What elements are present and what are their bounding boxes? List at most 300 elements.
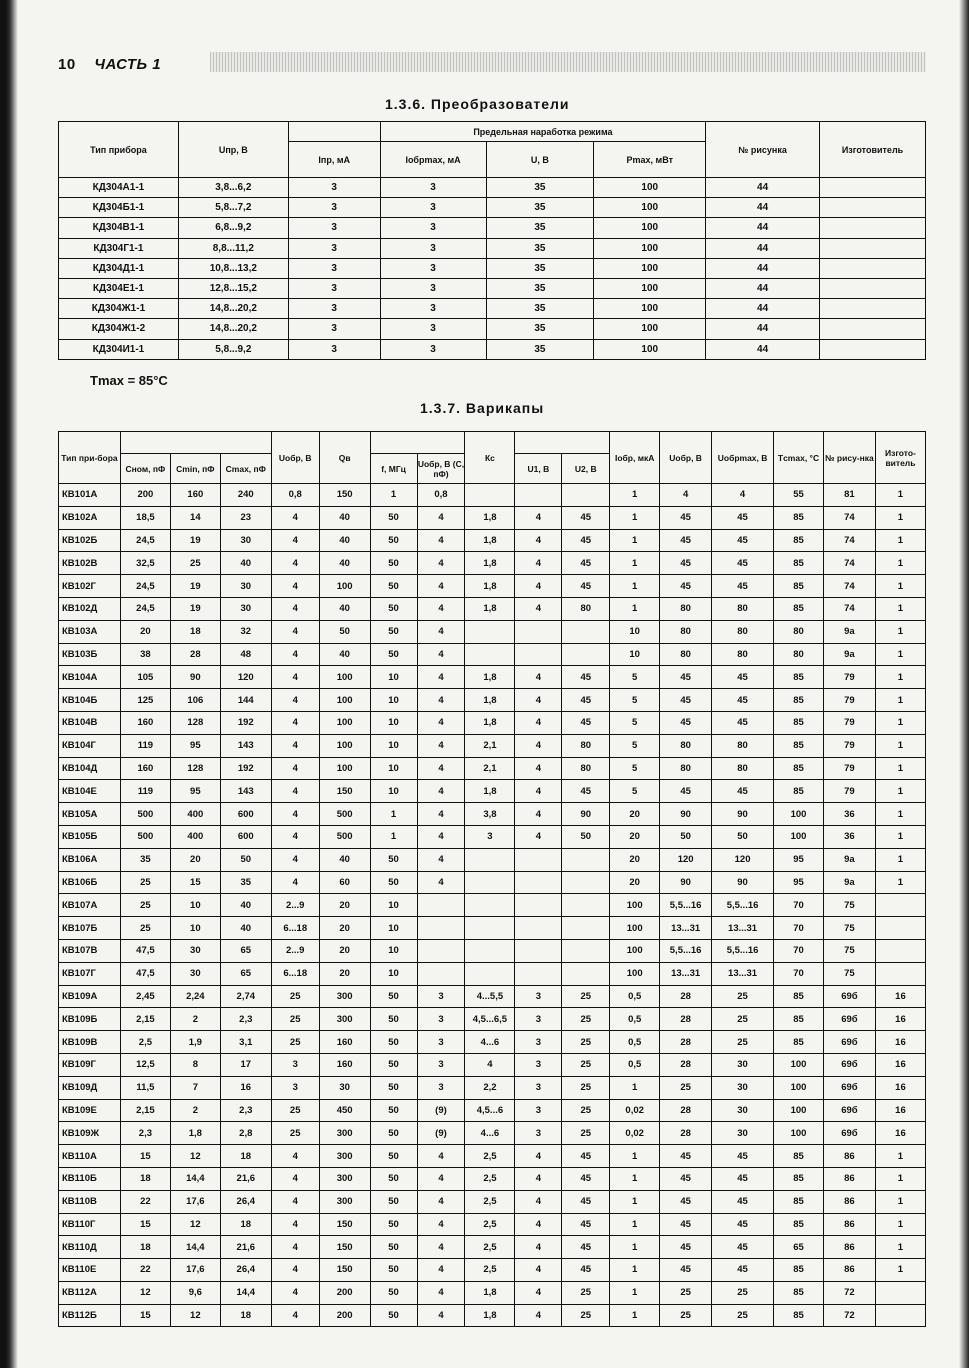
table-cell: 6...18 — [271, 962, 319, 985]
device-type-cell: КВ106Б — [59, 871, 121, 894]
table-cell: 15 — [120, 1304, 170, 1327]
table-cell: 100 — [774, 1099, 824, 1122]
section-title-converters: 1.3.6. Преобразователи — [385, 96, 570, 112]
table-cell: 45 — [712, 1259, 774, 1282]
table-cell: 45 — [562, 575, 610, 598]
table-cell: 75 — [823, 917, 875, 940]
table-cell: 150 — [319, 1213, 370, 1236]
table-cell: 1 — [875, 484, 925, 507]
table-cell: 10 — [370, 666, 417, 689]
device-type-cell: КД304И1-1 — [59, 339, 179, 359]
table-cell: 192 — [220, 757, 271, 780]
device-type-cell: КВ109Б — [59, 1008, 121, 1031]
table-cell: 85 — [774, 757, 824, 780]
table-cell: 30 — [319, 1076, 370, 1099]
table-cell: 70 — [774, 939, 824, 962]
table-cell: 4 — [417, 552, 465, 575]
table-cell: 28 — [660, 1122, 712, 1145]
table-cell — [820, 238, 926, 258]
table-cell — [875, 917, 925, 940]
table-cell: 44 — [706, 278, 820, 298]
table-row — [59, 1145, 926, 1168]
table-cell: 86 — [823, 1213, 875, 1236]
table-cell: 50 — [319, 620, 370, 643]
header-decoration — [210, 52, 926, 72]
table-cell: 5,5...16 — [660, 939, 712, 962]
table-cell: 3 — [380, 319, 486, 339]
table-cell: 119 — [120, 780, 170, 803]
table-row — [59, 939, 926, 962]
table-cell: 69б — [823, 985, 875, 1008]
table-cell: 128 — [170, 711, 220, 734]
table-cell: 85 — [774, 1190, 824, 1213]
table-cell: 85 — [774, 1145, 824, 1168]
table-cell: 4 — [271, 1145, 319, 1168]
table-cell: 81 — [823, 484, 875, 507]
table-cell: 1 — [610, 506, 660, 529]
table-cell: 4 — [515, 780, 562, 803]
table-cell: 86 — [823, 1145, 875, 1168]
table-cell: 44 — [706, 339, 820, 359]
table-cell: 28 — [660, 985, 712, 1008]
table-cell — [820, 278, 926, 298]
table-cell: 50 — [370, 597, 417, 620]
table-row — [59, 962, 926, 985]
table-cell: 50 — [370, 1259, 417, 1282]
table-cell: 450 — [319, 1099, 370, 1122]
table-cell: 50 — [370, 1076, 417, 1099]
table-cell: 16 — [875, 1008, 925, 1031]
table-cell — [820, 299, 926, 319]
table-cell: 48 — [220, 643, 271, 666]
table-cell: 20 — [120, 620, 170, 643]
table-cell: 50 — [370, 529, 417, 552]
table-cell: 4 — [515, 575, 562, 598]
table-cell: 100 — [319, 575, 370, 598]
table-cell: 44 — [706, 299, 820, 319]
table-cell: (9) — [417, 1122, 465, 1145]
table-cell: 25 — [562, 1099, 610, 1122]
table-row — [59, 848, 926, 871]
table-row — [59, 198, 926, 218]
table-cell: 25 — [562, 985, 610, 1008]
table-cell: 45 — [712, 552, 774, 575]
table-cell: 95 — [170, 734, 220, 757]
table-cell: 69б — [823, 1076, 875, 1099]
table-cell: 1 — [875, 848, 925, 871]
table-cell: 4 — [515, 552, 562, 575]
table-cell: 25 — [562, 1304, 610, 1327]
table-cell: 4 — [417, 848, 465, 871]
table-cell: 3 — [288, 339, 380, 359]
table-cell: 3,8 — [465, 803, 515, 826]
table-cell: 45 — [562, 689, 610, 712]
table-cell: 5,5...16 — [712, 939, 774, 962]
table-cell: 19 — [170, 575, 220, 598]
table-cell: 1 — [875, 689, 925, 712]
table-cell: 18 — [220, 1213, 271, 1236]
table-cell: 1 — [610, 1076, 660, 1099]
table-cell: 45 — [660, 1190, 712, 1213]
table-cell: 14,8...20,2 — [178, 299, 288, 319]
table-cell: 35 — [220, 871, 271, 894]
table-cell: 1 — [875, 643, 925, 666]
col-figure: № рисунка — [706, 122, 820, 178]
table-cell: 40 — [319, 848, 370, 871]
table-cell: 2,8 — [220, 1122, 271, 1145]
table-cell: 1 — [370, 803, 417, 826]
table-cell: 150 — [319, 484, 370, 507]
table-cell: 2 — [170, 1099, 220, 1122]
table-cell: 18 — [120, 1236, 170, 1259]
table-cell: 9а — [823, 871, 875, 894]
table-cell: 3 — [288, 319, 380, 339]
table-cell: 4 — [271, 1236, 319, 1259]
table-cell: 50 — [370, 1167, 417, 1190]
table-cell: 1 — [875, 711, 925, 734]
table-cell — [562, 871, 610, 894]
table-cell: 45 — [660, 506, 712, 529]
table-cell: 90 — [562, 803, 610, 826]
table-cell: 4 — [417, 734, 465, 757]
col-v-qv: Qв — [319, 432, 370, 484]
table-cell: 25 — [562, 1076, 610, 1099]
table-cell: 3 — [271, 1053, 319, 1076]
table-cell: 80 — [660, 597, 712, 620]
table-cell: 0,5 — [610, 1008, 660, 1031]
table-cell: 1,8 — [465, 597, 515, 620]
table-cell: 45 — [712, 506, 774, 529]
device-type-cell: КВ104Б — [59, 689, 121, 712]
table-cell: 28 — [660, 1008, 712, 1031]
table-cell: 2,3 — [220, 1008, 271, 1031]
table-cell: 3 — [515, 1031, 562, 1054]
table-cell: 150 — [319, 1236, 370, 1259]
table-cell: 1 — [610, 1167, 660, 1190]
table-cell — [875, 962, 925, 985]
table-cell — [562, 917, 610, 940]
table-cell: 26,4 — [220, 1259, 271, 1282]
table-row — [59, 258, 926, 278]
table-cell: 1 — [875, 666, 925, 689]
table-cell: 80 — [712, 620, 774, 643]
table-cell: 4 — [417, 529, 465, 552]
table-row — [59, 825, 926, 848]
table-cell: 18 — [220, 1145, 271, 1168]
table-cell: 1 — [370, 825, 417, 848]
table-cell: 1,8 — [465, 1304, 515, 1327]
table-cell — [515, 848, 562, 871]
table-row — [59, 529, 926, 552]
table-cell: 0,8 — [271, 484, 319, 507]
table-cell: 4 — [515, 711, 562, 734]
table-cell: 65 — [220, 962, 271, 985]
table-cell: 160 — [319, 1053, 370, 1076]
table-cell: 95 — [774, 871, 824, 894]
table-cell: 80 — [774, 620, 824, 643]
table-cell: 74 — [823, 506, 875, 529]
table-cell: 240 — [220, 484, 271, 507]
table-cell: 4 — [417, 597, 465, 620]
col-maker: Изготовитель — [820, 122, 926, 178]
table-cell: 30 — [220, 575, 271, 598]
table-cell: 3 — [288, 198, 380, 218]
table-cell: 80 — [712, 734, 774, 757]
table-cell: 69б — [823, 1099, 875, 1122]
table-row — [59, 689, 926, 712]
table-cell: 25 — [120, 871, 170, 894]
table-cell: 45 — [712, 575, 774, 598]
table-cell: 3,1 — [220, 1031, 271, 1054]
table-cell: 3 — [380, 218, 486, 238]
table-cell: 32,5 — [120, 552, 170, 575]
table-row — [59, 780, 926, 803]
table-cell: 50 — [370, 848, 417, 871]
table-cell: 500 — [319, 825, 370, 848]
table-cell: 600 — [220, 825, 271, 848]
table-cell: 17 — [220, 1053, 271, 1076]
table-cell: 1 — [610, 484, 660, 507]
table-cell: 3 — [271, 1076, 319, 1099]
table-cell: 15 — [170, 871, 220, 894]
table-cell: 45 — [660, 780, 712, 803]
table-cell: 79 — [823, 734, 875, 757]
table-cell: 32 — [220, 620, 271, 643]
table-cell: 4 — [417, 825, 465, 848]
col-v-tcmax: Тcmax, °С — [774, 432, 824, 484]
table-cell: 10,8...13,2 — [178, 258, 288, 278]
table-cell: 9,6 — [170, 1281, 220, 1304]
table-cell: 72 — [823, 1281, 875, 1304]
table-cell: 4...6 — [465, 1122, 515, 1145]
col-v-uobrmax: Uобрmax, В — [712, 432, 774, 484]
table-cell: 28 — [660, 1099, 712, 1122]
table-cell: 25 — [120, 917, 170, 940]
table-cell: 144 — [220, 689, 271, 712]
table-cell: 300 — [319, 1122, 370, 1145]
table-cell: 1 — [875, 1213, 925, 1236]
table-cell: 160 — [170, 484, 220, 507]
table-cell — [465, 962, 515, 985]
table-cell: 14,4 — [170, 1236, 220, 1259]
table-cell: 20 — [610, 848, 660, 871]
table-cell: 4 — [515, 1145, 562, 1168]
device-type-cell: КВ110Д — [59, 1236, 121, 1259]
table-cell: 4 — [417, 1167, 465, 1190]
table-cell: 10 — [370, 711, 417, 734]
table-cell: 9а — [823, 643, 875, 666]
table-cell: 80 — [712, 643, 774, 666]
table-cell: 4 — [271, 575, 319, 598]
table-row — [59, 985, 926, 1008]
device-type-cell: КВ104Е — [59, 780, 121, 803]
table-cell: 3 — [417, 1076, 465, 1099]
table-cell: 75 — [823, 939, 875, 962]
table-cell: 85 — [774, 780, 824, 803]
table-row — [59, 757, 926, 780]
table-cell: 25 — [562, 1053, 610, 1076]
table-cell: 25 — [712, 1008, 774, 1031]
table-cell: 25 — [660, 1304, 712, 1327]
table-row — [59, 552, 926, 575]
table-cell: 200 — [319, 1304, 370, 1327]
table-cell: 2,5 — [465, 1190, 515, 1213]
table-cell: 70 — [774, 917, 824, 940]
table-cell: 4 — [515, 689, 562, 712]
table-cell: 25 — [271, 1122, 319, 1145]
table-cell: 25 — [712, 1304, 774, 1327]
device-type-cell: КВ106А — [59, 848, 121, 871]
table-cell: 4 — [271, 1304, 319, 1327]
table-cell: 18,5 — [120, 506, 170, 529]
table-row — [59, 1190, 926, 1213]
table-cell: 4 — [271, 620, 319, 643]
table-cell: 90 — [660, 871, 712, 894]
table-cell: 0,5 — [610, 985, 660, 1008]
table-cell: 40 — [319, 597, 370, 620]
table-cell: 100 — [319, 757, 370, 780]
table-cell: 85 — [774, 1259, 824, 1282]
table-cell: 40 — [319, 506, 370, 529]
table-cell: 3 — [417, 1053, 465, 1076]
table-cell: 100 — [610, 894, 660, 917]
table-cell: 2 — [170, 1008, 220, 1031]
table-cell: 143 — [220, 780, 271, 803]
table-cell — [417, 917, 465, 940]
table-cell: 28 — [660, 1053, 712, 1076]
table-cell: 0,02 — [610, 1122, 660, 1145]
table-cell: 100 — [774, 1053, 824, 1076]
table-row — [59, 575, 926, 598]
table-cell: 4 — [515, 1281, 562, 1304]
table-cell: 300 — [319, 1167, 370, 1190]
temperature-note: Tmax = 85°C — [90, 373, 168, 388]
table-cell: 79 — [823, 689, 875, 712]
table-cell: 1 — [875, 1259, 925, 1282]
table-cell: 4 — [465, 1053, 515, 1076]
table-cell — [515, 917, 562, 940]
table-cell: 35 — [120, 848, 170, 871]
device-type-cell: КВ102Б — [59, 529, 121, 552]
table-cell — [562, 962, 610, 985]
table-cell: 3 — [288, 258, 380, 278]
table-cell: 3 — [515, 1122, 562, 1145]
table-cell: 4 — [271, 1259, 319, 1282]
table-cell: 70 — [774, 962, 824, 985]
table-cell: 5,5...16 — [712, 894, 774, 917]
table-cell: 12,8...15,2 — [178, 278, 288, 298]
table-cell: 4 — [417, 575, 465, 598]
table-cell: 4 — [417, 666, 465, 689]
table-cell: 44 — [706, 238, 820, 258]
device-type-cell: КВ107Б — [59, 917, 121, 940]
table-row — [59, 917, 926, 940]
table-cell — [820, 178, 926, 198]
table-cell: 2,5 — [465, 1213, 515, 1236]
table-cell: 85 — [774, 1167, 824, 1190]
table-cell: 74 — [823, 575, 875, 598]
table-cell: 5 — [610, 780, 660, 803]
table-cell: 95 — [170, 780, 220, 803]
table-cell: 13...31 — [660, 962, 712, 985]
table-cell: 119 — [120, 734, 170, 757]
table-cell: 45 — [712, 529, 774, 552]
table-cell: 44 — [706, 178, 820, 198]
col-v-cmax: Cmax, пФ — [220, 454, 271, 484]
table-cell: 1,8 — [465, 506, 515, 529]
table-cell: 21,6 — [220, 1236, 271, 1259]
table-cell: 26,4 — [220, 1190, 271, 1213]
device-type-cell: КВ104В — [59, 711, 121, 734]
table-cell: 100 — [594, 198, 706, 218]
table-row — [59, 1259, 926, 1282]
table-cell: 90 — [712, 803, 774, 826]
table-cell: 30 — [712, 1053, 774, 1076]
table-cell: 21,6 — [220, 1167, 271, 1190]
table-cell: 35 — [486, 278, 594, 298]
table-cell: 45 — [712, 666, 774, 689]
table-row — [59, 1031, 926, 1054]
table-cell: 80 — [712, 757, 774, 780]
device-type-cell: КВ110Е — [59, 1259, 121, 1282]
table-cell: 80 — [660, 620, 712, 643]
table-cell: 8,8...11,2 — [178, 238, 288, 258]
table-cell: 44 — [706, 258, 820, 278]
table-cell: 45 — [712, 1167, 774, 1190]
table-cell: 1,8 — [465, 529, 515, 552]
device-type-cell: КВ107Г — [59, 962, 121, 985]
table-cell: 20 — [610, 803, 660, 826]
table-cell: 4 — [271, 711, 319, 734]
table-row — [59, 1122, 926, 1145]
table-cell — [515, 962, 562, 985]
table-row — [59, 620, 926, 643]
table-cell: 4 — [515, 506, 562, 529]
table-cell: 106 — [170, 689, 220, 712]
table-cell: 3 — [515, 1053, 562, 1076]
table-cell: 16 — [220, 1076, 271, 1099]
table-cell: 22 — [120, 1259, 170, 1282]
table-cell: 100 — [610, 939, 660, 962]
table-cell: 69б — [823, 1008, 875, 1031]
table-cell: 80 — [562, 597, 610, 620]
table-cell: 16 — [875, 1076, 925, 1099]
table-cell: 0,5 — [610, 1031, 660, 1054]
table-row — [59, 734, 926, 757]
table-cell — [465, 917, 515, 940]
table-cell: 4 — [271, 1281, 319, 1304]
table-cell: 4 — [271, 689, 319, 712]
table-cell: 1 — [610, 1145, 660, 1168]
device-type-cell: КД304Ж1-1 — [59, 299, 179, 319]
table-cell: 12 — [170, 1304, 220, 1327]
device-type-cell: КД304Б1-1 — [59, 198, 179, 218]
table-cell: 10 — [370, 780, 417, 803]
table-cell: 44 — [706, 198, 820, 218]
table-cell: 45 — [712, 1145, 774, 1168]
table-cell: 4 — [417, 757, 465, 780]
table-cell: 1 — [610, 552, 660, 575]
table-cell: 85 — [774, 575, 824, 598]
table-cell: 120 — [712, 848, 774, 871]
table-cell: 69б — [823, 1122, 875, 1145]
table-cell: 35 — [486, 218, 594, 238]
col-v-uobr-c: Uобр, В (С, пФ) — [417, 454, 465, 484]
table-row — [59, 299, 926, 319]
table-cell: 3 — [515, 1099, 562, 1122]
table-cell: 40 — [319, 643, 370, 666]
converters-table — [58, 121, 926, 360]
